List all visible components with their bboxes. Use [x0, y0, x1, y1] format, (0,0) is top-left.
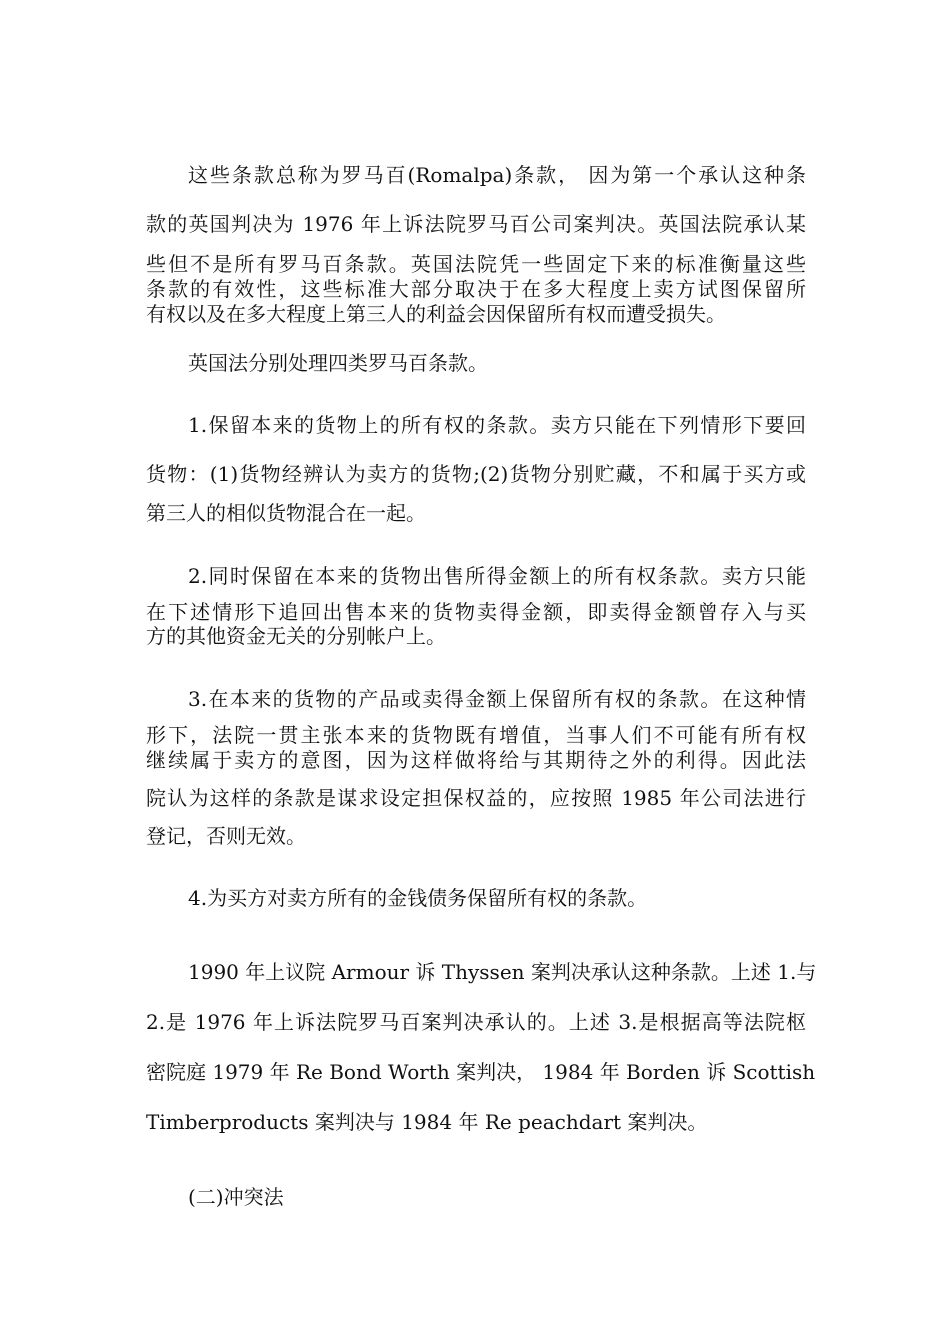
list-item-line: 在下述情形下追回出售本来的货物卖得金额，即卖得金额曾存入与买: [146, 600, 806, 624]
list-item-line: 形下，法院一贯主张本来的货物既有增值，当事人们不可能有所有权: [146, 723, 806, 747]
paragraph-line: Timberproducts 案判决与 1984 年 Re peachdart 案判决。: [146, 1110, 708, 1134]
paragraph-line: 款的英国判决为 1976 年上诉法院罗马百公司案判决。英国法院承认某: [146, 212, 806, 236]
list-item-line: 1.保留本来的货物上的所有权的条款。卖方只能在下列情形下要回: [188, 413, 806, 437]
paragraph-line: 2.是 1976 年上诉法院罗马百案判决承认的。上述 3.是根据高等法院枢: [146, 1010, 806, 1034]
paragraph-line: 些但不是所有罗马百条款。英国法院凭一些固定下来的标准衡量这些: [146, 252, 806, 276]
list-item-line: 登记，否则无效。: [146, 824, 306, 848]
paragraph-line: 这些条款总称为罗马百(Romalpa)条款， 因为第一个承认这种条: [188, 163, 806, 187]
paragraph-line: 条款的有效性，这些标准大部分取决于在多大程度上卖方试图保留所: [146, 277, 806, 301]
list-item-line: 第三人的相似货物混合在一起。: [146, 501, 426, 525]
list-item-line: 方的其他资金无关的分别帐户上。: [146, 624, 446, 648]
paragraph-line: 1990 年上议院 Armour 诉 Thyssen 案判决承认这种条款。上述 1.与: [188, 960, 817, 984]
section-heading: (二)冲突法: [188, 1185, 284, 1209]
paragraph-line: 英国法分别处理四类罗马百条款。: [188, 351, 488, 375]
list-item-line: 4.为买方对卖方所有的金钱债务保留所有权的条款。: [188, 886, 648, 910]
list-item-line: 2.同时保留在本来的货物出售所得金额上的所有权条款。卖方只能: [188, 564, 806, 588]
paragraph-line: 密院庭 1979 年 Re Bond Worth 案判决， 1984 年 Borden 诉 Scottish: [146, 1060, 816, 1084]
list-item-line: 货物：(1)货物经辨认为卖方的货物;(2)货物分别贮藏，不和属于买方或: [146, 462, 806, 486]
list-item-line: 3.在本来的货物的产品或卖得金额上保留所有权的条款。在这种情: [188, 687, 806, 711]
list-item-line: 院认为这样的条款是谋求设定担保权益的，应按照 1985 年公司法进行: [146, 786, 806, 810]
list-item-line: 继续属于卖方的意图，因为这样做将给与其期待之外的利得。因此法: [146, 748, 806, 772]
paragraph-line: 有权以及在多大程度上第三人的利益会因保留所有权而遭受损失。: [146, 302, 726, 326]
